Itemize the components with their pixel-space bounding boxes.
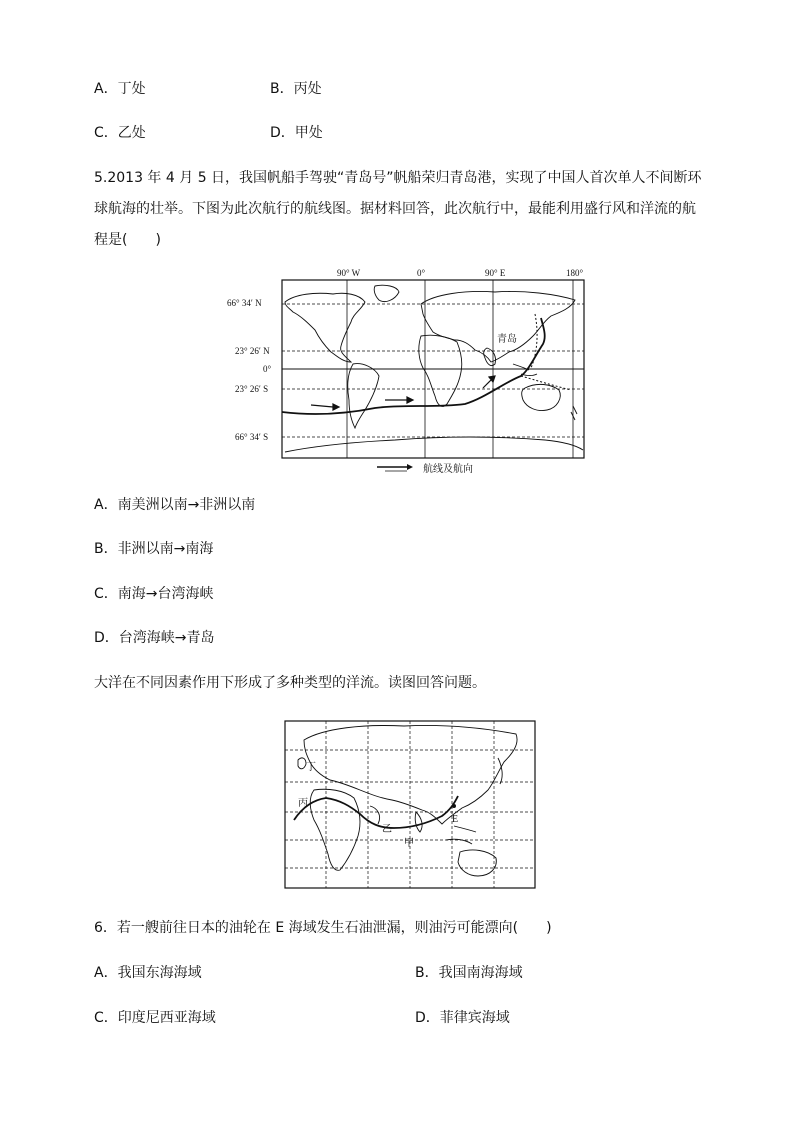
map-label-qingdao: 青岛 xyxy=(497,334,517,345)
point-e-marker xyxy=(452,804,456,808)
map-legend xyxy=(377,462,473,475)
q6-option-d: D．菲律宾海域 xyxy=(415,1010,510,1026)
map-label-antarctic-circle: 66° 34′ S xyxy=(235,432,269,442)
q4-option-d: D．甲处 xyxy=(270,125,323,141)
map-label-tropic-capricorn: 23° 26′ S xyxy=(235,384,269,394)
q5-option-a: A．南美洲以南→非洲以南 xyxy=(94,497,256,513)
map-label-0: 0° xyxy=(417,268,426,278)
q4-option-b: B．丙处 xyxy=(270,81,322,97)
ocean-current-map xyxy=(284,720,536,890)
map2-label-yi: 乙 xyxy=(382,824,392,835)
map-label-90w: 90° W xyxy=(337,268,361,278)
q5-stem-line-3: 程是( ) xyxy=(94,232,161,248)
map2-label-bing: 丙 xyxy=(298,798,308,809)
q5-stem-line-2: 球航海的壮举。下图为此次航行的航线图。据材料回答，此次航行中，最能利用盛行风和洋流的航 xyxy=(94,201,696,217)
q4-option-a: A．丁处 xyxy=(94,81,146,97)
q6-stem: 6．若一艘前往日本的油轮在 E 海域发生石油泄漏，则油污可能漂向( ) xyxy=(94,920,552,936)
q6-option-b: B．我国南海海域 xyxy=(415,965,523,981)
legend-label: 航线及航向 xyxy=(423,464,473,475)
map2-label-jia: 甲 xyxy=(404,838,414,849)
q4-option-c: C．乙处 xyxy=(94,125,146,141)
map-label-equator: 0° xyxy=(263,364,272,374)
map-label-arctic-circle: 66° 34′ N xyxy=(227,298,262,308)
map-label-tropic-cancer: 23° 26′ N xyxy=(235,346,270,356)
ocean-current-intro: 大洋在不同因素作用下形成了多种类型的洋流。读图回答问题。 xyxy=(94,675,486,691)
world-route-map xyxy=(225,264,595,479)
q5-stem-line-1: 5.2013 年 4 月 5 日，我国帆船手驾驶“青岛号”帆船荣归青岛港，实现了中国人首次单人不间断环 xyxy=(94,170,702,186)
map-label-90e: 90° E xyxy=(485,268,506,278)
q5-option-d: D．台湾海峡→青岛 xyxy=(94,630,215,646)
q6-option-c: C．印度尼西亚海域 xyxy=(94,1010,216,1026)
q6-option-a: A．我国东海海域 xyxy=(94,965,202,981)
map2-label-e: E xyxy=(452,814,459,825)
map2-label-ding: 丁 xyxy=(306,762,316,773)
q5-option-b: B．非洲以南→南海 xyxy=(94,541,214,557)
map-label-180: 180° xyxy=(566,268,584,278)
q5-option-c: C．南海→台湾海峡 xyxy=(94,586,214,602)
